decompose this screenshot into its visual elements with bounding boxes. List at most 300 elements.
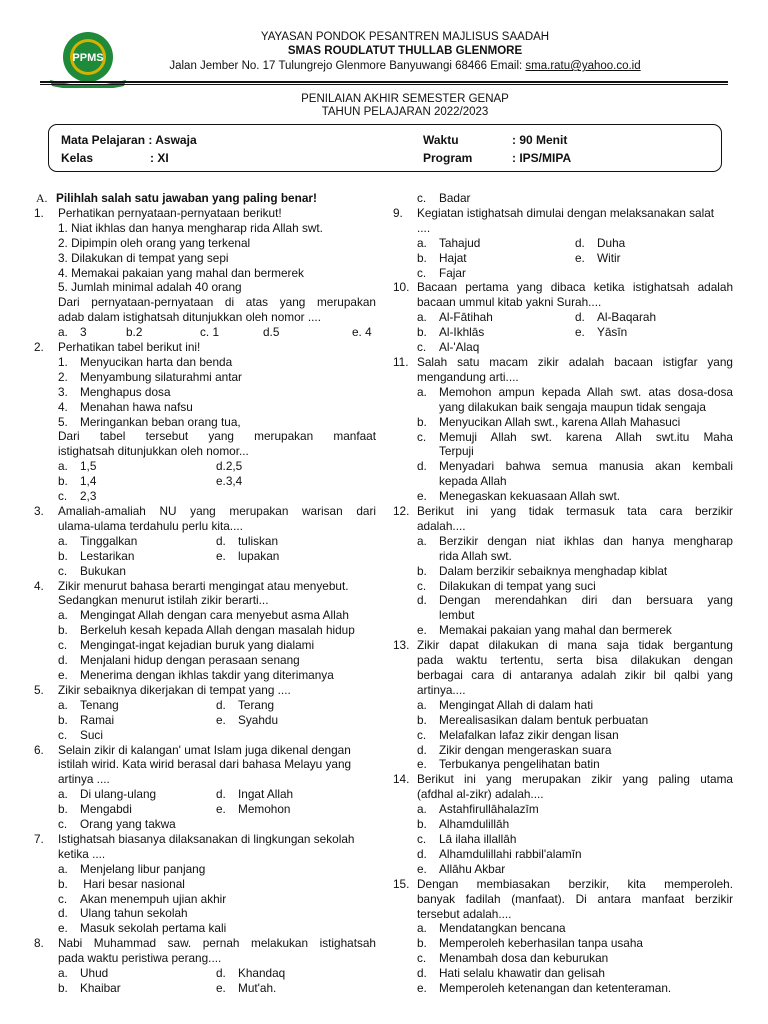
option-text[interactable]: Mengingat Allah di dalam hati — [439, 697, 594, 712]
option-letter[interactable]: a. — [417, 697, 427, 712]
option-letter[interactable]: a. — [58, 533, 68, 548]
answer-option[interactable]: Memohon — [238, 802, 291, 817]
question-number: 6. — [34, 742, 44, 757]
option-letter[interactable]: c. — [417, 265, 427, 280]
answer-option[interactable] — [417, 593, 733, 623]
answer-option[interactable]: b.2 — [126, 325, 143, 340]
option-letter[interactable]: c. — [417, 578, 427, 593]
question-text: Berikut ini yang merupakan zikir yang paling utama — [417, 772, 733, 787]
answer-row — [58, 474, 376, 489]
answer-option[interactable]: Suci — [80, 727, 103, 742]
option-letter[interactable]: d. — [216, 533, 226, 548]
answer-row — [417, 191, 733, 206]
question-number: 2. — [34, 340, 44, 355]
option-letter[interactable]: a. — [58, 966, 68, 981]
option-letter[interactable]: b. — [417, 414, 427, 429]
question-text: banyak fadilah (manfaat). Di antara manfaat berzikir — [417, 891, 733, 906]
item-number: 4. — [58, 399, 68, 414]
option-letter[interactable]: d. — [417, 742, 427, 757]
option-letter[interactable]: a. — [417, 921, 427, 936]
option-text[interactable]: Menerima dengan ikhlas takdir yang diterimanya — [80, 667, 334, 682]
question-3 — [34, 504, 376, 579]
question-number: 9. — [393, 205, 403, 220]
answer-option[interactable]: Al-'Alaq — [439, 340, 480, 355]
option-letter[interactable]: e. — [216, 802, 226, 817]
answer-option[interactable]: tuliskan — [238, 533, 278, 548]
question-2 — [34, 340, 376, 504]
option-letter[interactable]: d. — [417, 593, 427, 608]
answer-option[interactable]: Mengabdi — [80, 802, 132, 817]
answer-row — [417, 325, 733, 340]
answer-option[interactable] — [417, 951, 733, 966]
question-text: artinya.... — [417, 682, 466, 697]
question-number: 14. — [393, 772, 410, 787]
option-text[interactable]: Terpuji — [439, 444, 474, 459]
question-number: 8. — [34, 936, 44, 951]
answer-option[interactable]: Uhud — [80, 966, 109, 981]
option-letter[interactable]: c. — [58, 638, 68, 653]
option-text[interactable]: Melafalkan lafaz zikir dengan lisan — [439, 727, 619, 742]
answer-option[interactable] — [58, 623, 376, 638]
answer-option[interactable] — [417, 534, 733, 564]
question-text: pada waktu tertentu, serta bisa dilakukan dengan — [417, 653, 733, 668]
option-text[interactable]: Astahfirullāhalazīm — [439, 802, 539, 817]
option-letter[interactable]: d. — [58, 653, 68, 668]
answer-option[interactable] — [417, 579, 733, 594]
list-item — [58, 370, 376, 385]
option-letter[interactable]: b. — [417, 250, 427, 265]
answer-option[interactable]: Al-Ikhlās — [439, 325, 485, 340]
answer-row — [417, 310, 733, 325]
question-text: bacaan ummul kitab yakni Surah.... — [417, 295, 602, 310]
option-text[interactable]: Memakai pakaian yang mahal dan bermerek — [439, 623, 672, 638]
option-letter[interactable]: a. — [58, 861, 68, 876]
answer-option[interactable] — [58, 608, 376, 623]
question-number: 7. — [34, 831, 44, 846]
answer-option[interactable] — [58, 877, 376, 892]
item-text: Menahan hawa nafsu — [80, 399, 193, 414]
option-letter[interactable]: d. — [216, 697, 226, 712]
option-text[interactable]: Allāhu Akbar — [439, 861, 506, 876]
program-label: Program — [423, 151, 473, 165]
answer-option[interactable] — [417, 385, 733, 415]
question-number: 11. — [393, 354, 409, 369]
option-letter[interactable]: b. — [417, 712, 427, 727]
answer-row — [58, 325, 376, 340]
item-number: 1. — [58, 354, 68, 369]
question-text: mengandung arti.... — [417, 369, 519, 384]
answer-option[interactable] — [58, 892, 376, 907]
foundation-name: YAYASAN PONDOK PESANTREN MAJLISUS SAADAH — [260, 31, 550, 43]
option-text[interactable]: Masuk sekolah pertama kali — [80, 921, 227, 936]
list-item — [58, 415, 376, 430]
option-text[interactable]: rida Allah swt. — [439, 548, 512, 563]
answer-option[interactable]: lupakan — [238, 548, 280, 563]
program-value: : IPS/MIPA — [512, 151, 572, 165]
answer-row — [58, 489, 376, 504]
option-letter[interactable]: b. — [417, 325, 427, 340]
answer-option[interactable] — [417, 936, 733, 951]
section-instruction: Pilihlah salah satu jawaban yang paling benar! — [56, 191, 317, 205]
option-text[interactable]: Dalam berzikir sebaiknya menghadap kiblat — [439, 563, 668, 578]
answer-option[interactable]: Fajar — [439, 265, 466, 280]
question-followup: Dari tabel tersebut yang merupakan manfaat — [58, 429, 376, 444]
answer-option[interactable] — [417, 728, 733, 743]
class-label: Kelas — [61, 151, 94, 165]
answer-option[interactable]: 3 — [80, 325, 87, 340]
question-text: Zikir sebaiknya dikerjakan di tempat yang .... — [58, 682, 291, 697]
school-logo — [36, 30, 140, 88]
answer-row — [417, 340, 733, 355]
answer-option[interactable] — [417, 698, 733, 713]
answer-option[interactable]: 1,4 — [80, 474, 97, 489]
question-number: 4. — [34, 578, 44, 593]
option-letter[interactable]: b. — [417, 563, 427, 578]
section-heading — [34, 191, 376, 206]
answer-option[interactable]: Orang yang takwa — [80, 817, 176, 832]
answer-option[interactable]: Di ulang-ulang — [80, 787, 157, 802]
question-text: Istighatsah biasanya dilaksanakan di lingkungan sekolah — [58, 831, 355, 846]
option-letter[interactable]: e. — [216, 712, 226, 727]
option-letter[interactable]: b. — [417, 817, 427, 832]
option-text[interactable]: Akan menempuh ujian akhir — [80, 891, 227, 906]
option-letter[interactable]: b. — [417, 936, 427, 951]
option-text[interactable]: Dilakukan di tempat yang suci — [439, 578, 596, 593]
answer-option[interactable] — [417, 817, 733, 832]
question-text: istilah wirid. Kata wirid berasal dari bahasa Melayu yang — [58, 757, 352, 772]
answer-option[interactable] — [417, 862, 733, 877]
option-letter[interactable]: a. — [417, 310, 427, 325]
email-link[interactable]: sma.ratu@yahoo.co.id — [525, 60, 641, 72]
answer-option[interactable]: Tahajud — [439, 235, 481, 250]
answer-option[interactable]: Witir — [597, 250, 621, 265]
option-text[interactable]: Memuji Allah swt. karena Allah swt.itu Maha — [439, 429, 733, 444]
question-8 — [34, 936, 376, 996]
option-text[interactable]: Mengingat-ingat kejadian buruk yang dialami — [80, 638, 315, 653]
answer-option[interactable] — [58, 668, 376, 683]
question-text: ulama-ulama terdahulu perlu kita.... — [58, 518, 243, 533]
option-letter[interactable]: c. — [58, 727, 68, 742]
item-text: Menyambung silaturahmi antar — [80, 369, 242, 384]
statement: 2. Dipimpin oleh orang yang terkenal — [58, 235, 251, 250]
option-text[interactable]: lembut — [439, 608, 475, 623]
option-letter[interactable]: c. — [58, 817, 68, 832]
option-text[interactable]: yang dilakukan baik sengaja maupun tidak sengaja — [439, 399, 706, 414]
answer-option[interactable] — [417, 966, 733, 981]
option-text[interactable]: Menyadari bahwa semua manusia akan kembali — [439, 459, 733, 474]
question-12 — [393, 504, 733, 638]
option-letter[interactable]: b. — [58, 548, 68, 563]
option-text[interactable]: kepada Allah — [439, 474, 507, 489]
answer-option[interactable] — [417, 981, 733, 996]
option-text[interactable]: Zikir dengan mengeraskan suara — [439, 742, 612, 757]
option-letter[interactable]: b. — [58, 802, 68, 817]
answer-option[interactable] — [417, 802, 733, 817]
question-followup: istighatsah ditunjukkan oleh nomor... — [58, 444, 249, 459]
option-letter[interactable]: a. — [58, 459, 68, 474]
option-text[interactable]: Hari besar nasional — [80, 876, 185, 891]
answer-option[interactable]: d.2,5 — [216, 459, 243, 474]
answer-option[interactable]: Ramai — [80, 712, 115, 727]
answer-option[interactable]: Terang — [238, 697, 275, 712]
answer-option[interactable]: 2,3 — [80, 489, 97, 504]
statement: 3. Dilakukan di tempat yang sepi — [58, 250, 229, 265]
answer-row — [58, 966, 376, 981]
option-text[interactable]: Berkeluh kesah kepada Allah dengan masalah hidup — [80, 623, 355, 638]
option-text[interactable]: Memperoleh keberhasilan tanpa usaha — [439, 936, 643, 951]
option-letter[interactable]: c. — [417, 429, 427, 444]
answer-option[interactable] — [417, 832, 733, 847]
answer-option[interactable]: Syahdu — [238, 712, 279, 727]
option-letter[interactable]: a. — [417, 802, 427, 817]
answer-row — [417, 251, 733, 266]
question-text: Zikir menurut bahasa berarti mengingat atau menyebut. — [58, 578, 349, 593]
option-letter[interactable]: d. — [575, 310, 585, 325]
item-number: 3. — [58, 384, 68, 399]
answer-option[interactable]: Bukukan — [80, 563, 126, 578]
question-followup: Dari pernyataan-pernyataan di atas yang merupakan — [58, 295, 376, 310]
option-text[interactable]: Hati selalu khawatir dan gelisah — [439, 966, 605, 981]
answer-option[interactable] — [417, 459, 733, 489]
option-letter[interactable]: c. — [417, 727, 427, 742]
option-letter[interactable]: e. — [417, 861, 427, 876]
question-text: artinya .... — [58, 772, 110, 787]
option-text[interactable]: Menyucikan Allah swt., karena Allah Mahasuci — [439, 414, 681, 429]
answer-row — [58, 787, 376, 802]
question-4 — [34, 579, 376, 683]
statement: 1. Niat ikhlas dan hanya mengharap rida Allah swt. — [58, 220, 323, 235]
question-number: 1. — [34, 205, 44, 220]
option-text[interactable]: Menambah dosa dan keburukan — [439, 951, 609, 966]
header-rule-thick — [40, 81, 728, 83]
option-text[interactable]: Terbukanya pengelihatan batin — [439, 757, 600, 772]
answer-option[interactable]: Hajat — [439, 250, 467, 265]
school-address — [140, 60, 670, 73]
item-number: 2. — [58, 369, 68, 384]
question-text: Berikut ini yang tidak termasuk tata cara berzikir — [417, 504, 733, 519]
option-letter[interactable]: d. — [58, 906, 68, 921]
option-letter[interactable]: e. — [575, 250, 585, 265]
question-text: Dengan membiasakan berzikir, kita memperoleh. — [417, 876, 733, 891]
answer-row — [58, 564, 376, 579]
question-text: Kegiatan istighatsah dimulai dengan melaksanakan salat — [417, 205, 715, 220]
answer-option[interactable] — [417, 430, 733, 460]
option-letter[interactable]: c. — [58, 891, 68, 906]
question-text: Salah satu macam zikir adalah bacaan istigfar yang — [417, 354, 733, 369]
answer-row — [58, 534, 376, 549]
answer-option[interactable]: Tinggalkan — [80, 533, 138, 548]
option-letter[interactable]: e. — [417, 623, 427, 638]
option-letter[interactable]: e. — [58, 667, 68, 682]
option-letter[interactable]: a. — [58, 787, 68, 802]
option-letter[interactable]: e. — [417, 489, 427, 504]
question-number: 12. — [393, 504, 410, 519]
option-text[interactable]: Mengingat Allah dengan cara menyebut asma Allah — [80, 608, 349, 623]
option-letter[interactable]: d. — [216, 787, 226, 802]
option-letter[interactable]: e. — [216, 981, 226, 996]
answer-option[interactable] — [58, 906, 376, 921]
option-letter[interactable]: e. — [216, 548, 226, 563]
option-letter[interactable]: b. — [58, 981, 68, 996]
answer-option[interactable]: c. 1 — [200, 325, 220, 340]
option-letter[interactable]: a. — [417, 533, 427, 548]
item-text: Menghapus dosa — [80, 384, 171, 399]
answer-option[interactable]: Al-Baqarah — [597, 310, 657, 325]
question-text: Zikir dapat dilakukan di mana saja tidak bergantung — [417, 638, 733, 653]
answer-option[interactable] — [417, 415, 733, 430]
option-letter[interactable]: c. — [417, 951, 427, 966]
address-text: Jalan Jember No. 17 Tulungrejo Glenmore Banyuwangi 68466 Email: — [169, 60, 526, 72]
question-11 — [393, 355, 733, 504]
answer-option[interactable] — [58, 638, 376, 653]
option-text[interactable]: Menjelang libur panjang — [80, 861, 206, 876]
option-letter[interactable]: b. — [58, 876, 68, 891]
question-text: ketika .... — [58, 846, 106, 861]
question-number: 13. — [393, 638, 410, 653]
answer-option[interactable] — [58, 921, 376, 936]
question-13 — [393, 638, 733, 772]
answer-option[interactable]: Yāsīn — [597, 325, 628, 340]
question-number: 3. — [34, 504, 44, 519]
question-text: pada waktu peristiwa perang.... — [58, 951, 222, 966]
answer-row — [58, 713, 376, 728]
answer-option[interactable]: Ingat Allah — [238, 787, 294, 802]
answer-option[interactable] — [417, 921, 733, 936]
option-text[interactable]: Menegaskan kekuasaan Allah swt. — [439, 489, 620, 504]
question-text: Perhatikan tabel berikut ini! — [58, 340, 201, 355]
question-1 — [34, 206, 376, 340]
school-name: SMAS ROUDLATUT THULLAB GLENMORE — [287, 45, 523, 57]
answer-option[interactable]: e.3,4 — [216, 474, 243, 489]
subject-label: Mata Pelajaran : Aswaja — [61, 133, 197, 147]
answer-row — [58, 459, 376, 474]
question-followup: adab dalam istighatsah ditunjukkan oleh nomor .... — [58, 310, 321, 325]
question-7 — [34, 832, 376, 936]
answer-row — [58, 698, 376, 713]
exam-info-box — [48, 124, 722, 172]
option-text[interactable]: Memperoleh ketenangan dan ketenteraman. — [439, 981, 672, 996]
option-text[interactable]: Menjalani hidup dengan perasaan senang — [80, 653, 300, 668]
question-6 — [34, 743, 376, 832]
question-text: (afdhal al-zikr) adalah.... — [417, 787, 544, 802]
answer-option[interactable]: d.5 — [263, 325, 280, 340]
option-letter[interactable]: e. — [417, 981, 427, 996]
option-text[interactable]: Berzikir dengan niat ikhlas dan hanya mengharap — [439, 533, 733, 548]
option-text[interactable]: Merealisasikan dalam bentuk perbuatan — [439, 712, 649, 727]
answer-option[interactable]: Khaibar — [80, 981, 121, 996]
answer-option[interactable]: Mut'ah. — [238, 981, 277, 996]
option-letter[interactable]: d. — [216, 966, 226, 981]
answer-option[interactable]: e. 4 — [352, 325, 372, 340]
option-letter[interactable]: d. — [575, 235, 585, 250]
option-text[interactable]: Ulang tahun sekolah — [80, 906, 188, 921]
option-letter[interactable]: a. — [58, 697, 68, 712]
option-letter[interactable]: b. — [58, 623, 68, 638]
answer-option[interactable] — [417, 757, 733, 772]
answer-option[interactable] — [58, 862, 376, 877]
item-text: Menyucikan harta dan benda — [80, 354, 233, 369]
list-item — [58, 385, 376, 400]
answer-row — [58, 817, 376, 832]
option-letter[interactable]: e. — [417, 757, 427, 772]
list-item — [58, 355, 376, 370]
option-text[interactable]: Alhamdulillahi rabbil'alamīn — [439, 846, 582, 861]
logo-text: PPMS — [72, 52, 104, 64]
answer-option[interactable]: Lestarikan — [80, 548, 135, 563]
question-number: 15. — [393, 876, 410, 891]
section-label: A. — [36, 191, 48, 205]
question-text: Bacaan pertama yang dibaca ketika istighatsah adalah — [417, 280, 733, 295]
option-text[interactable]: Memohon ampun kepada Allah swt. atas dosa-dosa — [439, 384, 733, 399]
question-10 — [393, 280, 733, 355]
exam-year: TAHUN PELAJARAN 2022/2023 — [321, 106, 489, 118]
item-text: Meringankan beban orang tua, — [80, 414, 241, 429]
option-letter[interactable]: a. — [417, 384, 427, 399]
item-number: 5. — [58, 414, 68, 429]
option-letter[interactable]: d. — [417, 846, 427, 861]
answer-row — [417, 266, 733, 281]
option-letter[interactable]: c. — [58, 489, 68, 504]
option-letter[interactable]: a. — [58, 608, 68, 623]
answer-row — [58, 728, 376, 743]
option-text[interactable]: Lā ilaha illallāh — [439, 831, 517, 846]
question-text: .... — [417, 220, 431, 235]
option-text[interactable]: Dengan merendahkan diri dan bersuara yang — [439, 593, 733, 608]
question-9 — [393, 206, 733, 281]
answer-option[interactable] — [417, 564, 733, 579]
time-value: : 90 Menit — [512, 133, 568, 147]
answer-option[interactable] — [417, 743, 733, 758]
answer-row — [58, 549, 376, 564]
answer-row — [58, 802, 376, 817]
option-letter[interactable]: c. — [58, 563, 68, 578]
answer-option[interactable] — [417, 713, 733, 728]
option-letter[interactable]: c. — [417, 340, 427, 355]
questions-right-column — [393, 191, 733, 996]
answer-option[interactable] — [417, 489, 733, 504]
question-text: Perhatikan pernyataan-pernyataan berikut! — [58, 205, 282, 220]
option-letter[interactable]: a. — [417, 235, 427, 250]
statement: 4. Memakai pakaian yang mahal dan bermerek — [58, 265, 304, 280]
answer-option[interactable]: a. — [58, 325, 68, 340]
answer-option[interactable] — [417, 623, 733, 638]
option-letter[interactable]: d. — [417, 966, 427, 981]
option-letter[interactable]: e. — [58, 921, 68, 936]
answer-option[interactable]: Duha — [597, 235, 626, 250]
answer-option[interactable] — [417, 847, 733, 862]
answer-option[interactable]: Khandaq — [238, 966, 286, 981]
question-5 — [34, 683, 376, 743]
answer-option[interactable]: Al-Fātihah — [439, 310, 493, 325]
option-letter[interactable]: d. — [417, 459, 427, 474]
class-value: : XI — [150, 151, 169, 165]
option-letter[interactable]: b. — [58, 474, 68, 489]
option-letter[interactable]: e. — [575, 325, 585, 340]
option-letter[interactable]: c. — [417, 831, 427, 846]
answer-option[interactable] — [58, 653, 376, 668]
answer-option[interactable]: 1,5 — [80, 459, 97, 474]
question-text: Nabi Muhammad saw. pernah melakukan istighatsah — [58, 936, 376, 951]
option-letter[interactable]: c. — [417, 191, 427, 205]
option-text[interactable]: Mendatangkan bencana — [439, 921, 566, 936]
answer-option[interactable]: Badar — [439, 191, 471, 205]
option-letter[interactable]: b. — [58, 712, 68, 727]
option-text[interactable]: Alhamdulillāh — [439, 817, 510, 832]
question-text: tersebut adalah.... — [417, 906, 512, 921]
question-text: Selain zikir di kalangan' umat Islam juga dikenal dengan — [58, 742, 351, 757]
answer-option[interactable]: Tenang — [80, 697, 119, 712]
list-item — [58, 400, 376, 415]
